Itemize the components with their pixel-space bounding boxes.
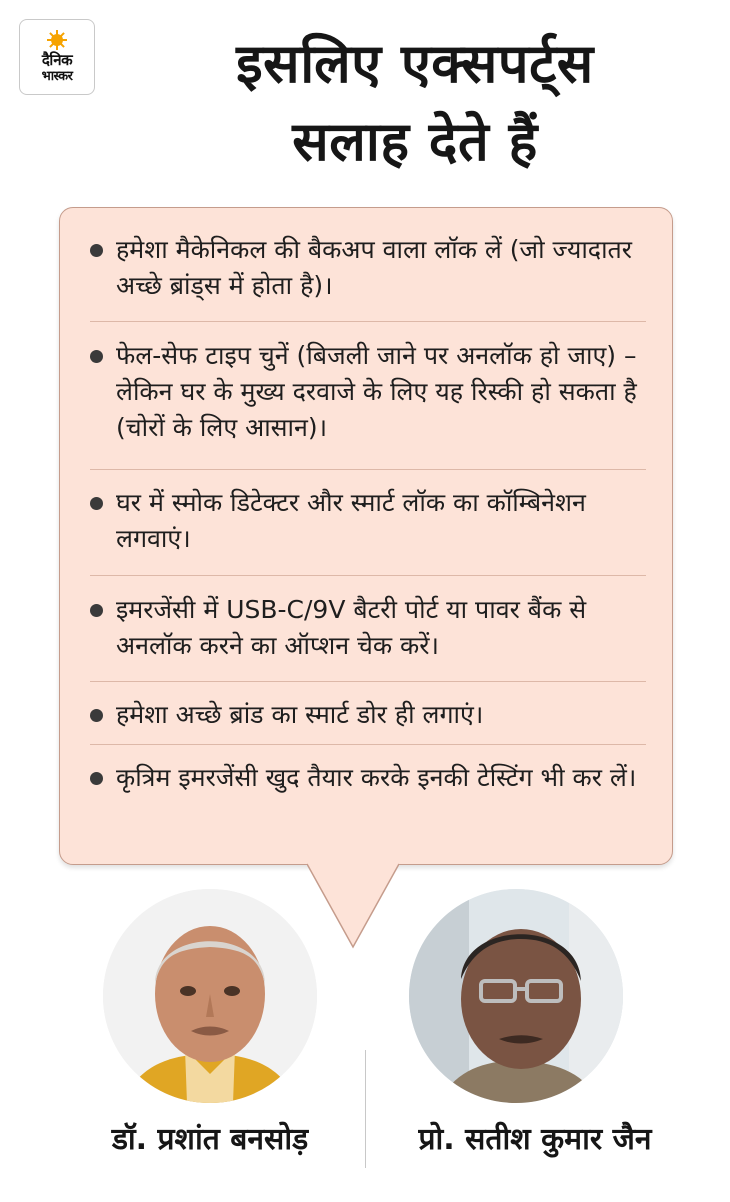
- headline-line1: इसलिए एक्सपर्ट्स: [236, 32, 594, 95]
- bullet-icon: [90, 244, 103, 257]
- bullet-icon: [90, 604, 103, 617]
- tip-item-2: [90, 338, 646, 446]
- tip-item-1: [90, 232, 646, 304]
- bubble-tail: [307, 863, 399, 949]
- bullet-icon: [90, 350, 103, 363]
- bullet-icon: [90, 497, 103, 510]
- headline-line2: सलाह देते हैं: [292, 110, 538, 173]
- brand-logo[interactable]: [19, 19, 95, 95]
- tip-text: घर में स्मोक डिटेक्टर और स्मार्ट लॉक का कॉम्बिनेशन लगवाएं।: [116, 488, 586, 553]
- expert-photo-right: [409, 889, 623, 1103]
- tip-item-6: [90, 760, 646, 796]
- expert-photo-left: [103, 889, 317, 1103]
- tip-item-4: [90, 592, 646, 664]
- logo-text-line2: भास्कर: [41, 69, 73, 84]
- divider: [90, 469, 646, 470]
- tip-item-3: [90, 485, 646, 557]
- tip-text: हमेशा अच्छे ब्रांड का स्मार्ट डोर ही लगाएं।: [116, 700, 484, 729]
- tip-text: इमरजेंसी में USB-C/9V बैटरी पोर्ट या पावर बैंक से अनलॉक करने का ऑप्शन चेक करें।: [116, 595, 587, 660]
- sun-icon: [45, 30, 69, 50]
- logo-text-line1: दैनिक: [41, 51, 73, 69]
- expert-name-left: डॉ. प्रशांत बनसोड़: [111, 1122, 309, 1157]
- tip-text: फेल-सेफ टाइप चुनें (बिजली जाने पर अनलॉक हो जाए) – लेकिन घर के मुख्य दरवाजे के लिए यह रिस्की हो सकता है (चोरों के लिए आसान)।: [116, 341, 637, 442]
- divider: [90, 681, 646, 682]
- expert-name-right: प्रो. सतीश कुमार जैन: [418, 1122, 652, 1157]
- tip-item-5: [90, 697, 646, 733]
- divider: [90, 744, 646, 745]
- tip-text: कृत्रिम इमरजेंसी खुद तैयार करके इनकी टेस्टिंग भी कर लें।: [116, 763, 637, 792]
- bullet-icon: [90, 709, 103, 722]
- bullet-icon: [90, 772, 103, 785]
- divider: [90, 321, 646, 322]
- divider: [90, 575, 646, 576]
- expert-separator: [365, 1050, 366, 1168]
- tip-text: हमेशा मैकेनिकल की बैकअप वाला लॉक लें (जो ज्यादातर अच्छे ब्रांड्स में होता है)।: [116, 235, 633, 300]
